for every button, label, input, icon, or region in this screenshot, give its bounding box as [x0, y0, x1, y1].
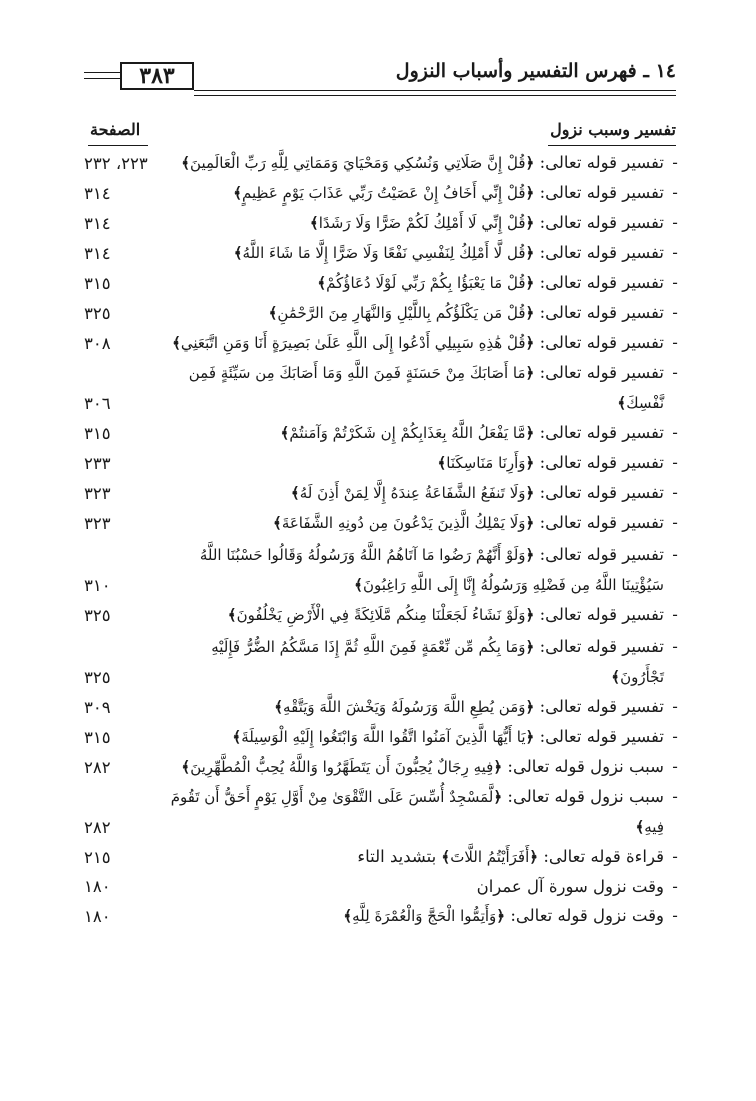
page-column-heading: الصفحة: [90, 120, 141, 139]
entry-prefix: تفسير قوله تعالى:: [539, 697, 664, 716]
entry-text: [343, 906, 664, 925]
entry-text: [189, 363, 664, 412]
entry-dash: -: [672, 363, 678, 382]
quote-close-bracket: ﴾: [611, 668, 621, 686]
quran-quote: [274, 698, 534, 716]
quote-text: قُلْ إِنَّ صَلَاتِي وَنُسُكِي وَمَحْيَايَ وَمَمَاتِي لِلَّهِ رَبِّ الْعَالَمِينَ: [190, 154, 526, 172]
entry-suffix: بتشديد التاء: [357, 847, 437, 866]
index-entry: [84, 692, 684, 722]
quote-text: قُلْ إِنِّي أَخَافُ إِنْ عَصَيْتُ رَبِّي عَذَابَ يَوْمٍ عَظِيمٍ: [242, 184, 526, 202]
quote-open-bracket: ﴿: [525, 514, 535, 532]
entry-prefix: تفسير قوله تعالى:: [539, 423, 664, 442]
entry-dash: -: [672, 453, 678, 472]
index-entry: [84, 722, 684, 752]
quote-open-bracket: ﴿: [525, 546, 535, 564]
entry-prefix: تفسير قوله تعالى:: [539, 333, 664, 352]
header-rule: [84, 78, 120, 79]
quran-quote: [234, 244, 535, 262]
entry-prefix: تفسير قوله تعالى:: [539, 513, 664, 532]
index-entry: [84, 298, 684, 328]
entry-dash: -: [672, 877, 678, 896]
entry-prefix: تفسير قوله تعالى:: [539, 213, 664, 232]
page-heading-underline: [88, 145, 148, 146]
entry-text: [291, 483, 664, 502]
index-entry: [84, 842, 684, 872]
quote-close-bracket: ﴾: [181, 154, 191, 172]
quote-close-bracket: ﴾: [617, 394, 627, 412]
index-entry: [84, 238, 684, 268]
entry-dash: -: [672, 545, 678, 564]
quote-text: أَفَرَأَيْتُمُ اللَّاتَ: [450, 848, 530, 866]
entry-text: [281, 423, 664, 442]
entry-page-ref: ٢٣٣: [84, 454, 111, 473]
quote-text: قُل لَّا أَمْلِكُ لِنَفْسِي نَفْعًا وَلَا ضَرًّا إِلَّا مَا شَاءَ اللَّهُ: [242, 244, 526, 262]
index-entry: [84, 872, 684, 901]
quran-quote: [172, 334, 534, 352]
entry-list: [84, 148, 684, 931]
quote-text: وَلَا يَمْلِكُ الَّذِينَ يَدْعُونَ مِن دُونِهِ الشَّفَاعَةَ: [281, 514, 526, 532]
index-entry: [84, 782, 684, 842]
entry-prefix: تفسير قوله تعالى:: [539, 453, 664, 472]
page-number: ٣٨٣: [120, 62, 194, 90]
quote-close-bracket: ﴾: [437, 454, 447, 472]
entry-page-ref: ٣١٥: [84, 274, 111, 293]
quran-quote: [232, 728, 534, 746]
entry-page-ref: ٢٢٣، ٢٣٢: [84, 154, 148, 173]
quote-open-bracket: ﴿: [525, 154, 535, 172]
entry-dash: -: [672, 273, 678, 292]
index-entry: [84, 418, 684, 448]
entry-page-ref: ٢١٥: [84, 848, 111, 867]
quote-text: وَمَا بِكُم مِّن نِّعْمَةٍ فَمِنَ اللَّهِ ثُمَّ إِذَا مَسَّكُمُ الضُّرُّ فَإِلَيْهِ تَجْأَرُونَ: [211, 638, 664, 686]
index-entry: [84, 448, 684, 478]
entry-text: [200, 545, 664, 594]
entry-page-ref: ٢٨٢: [84, 758, 111, 777]
index-entry: [84, 540, 684, 600]
quote-close-bracket: ﴾: [232, 728, 242, 746]
entry-page-ref: ٣١٤: [84, 214, 111, 233]
quote-close-bracket: ﴾: [290, 484, 300, 502]
entry-page-ref: ١٨٠: [84, 877, 111, 896]
entry-page-ref: ٣١٠: [84, 576, 111, 595]
quran-quote: [281, 424, 535, 442]
entry-text: [181, 153, 664, 172]
entry-dash: -: [672, 605, 678, 624]
quote-text: يَا أَيُّهَا الَّذِينَ آمَنُوا اتَّقُوا اللَّهَ وَابْتَغُوا إِلَيْهِ الْوَسِيلَةَ: [241, 728, 526, 746]
quote-open-bracket: ﴿: [529, 848, 539, 866]
entry-page-ref: ٣٢٣: [84, 514, 111, 533]
quote-open-bracket: ﴿: [525, 274, 535, 292]
entry-dash: -: [672, 183, 678, 202]
entry-prefix: تفسير قوله تعالى:: [539, 183, 664, 202]
quran-quote: [269, 304, 535, 322]
entry-page-ref: ٣٢٥: [84, 668, 111, 687]
topic-heading-underline: [548, 145, 676, 146]
entry-dash: -: [672, 513, 678, 532]
index-entry: [84, 358, 684, 418]
entry-text: [228, 605, 664, 624]
quote-close-bracket: ﴾: [635, 818, 645, 836]
quote-open-bracket: ﴿: [493, 758, 503, 776]
quote-text: مَا أَصَابَكَ مِنْ حَسَنَةٍ فَمِنَ اللَّهِ وَمَا أَصَابَكَ مِن سَيِّئَةٍ فَمِن نَّفْسِكَ: [188, 364, 664, 412]
entry-prefix: تفسير قوله تعالى:: [539, 153, 664, 172]
entry-page-ref: ١٨٠: [84, 907, 111, 926]
entry-text: [317, 273, 664, 292]
index-entry: [84, 268, 684, 298]
quote-text: قُلْ هَٰذِهِ سَبِيلِي أَدْعُوا إِلَى اللَّهِ عَلَىٰ بَصِيرَةٍ أَنَا وَمَنِ اتَّبَعَنِي: [180, 334, 526, 352]
entry-page-ref: ٣٢٥: [84, 304, 111, 323]
quote-close-bracket: ﴾: [317, 274, 327, 292]
entry-prefix: تفسير قوله تعالى:: [539, 545, 664, 564]
entry-dash: -: [672, 153, 678, 172]
quote-close-bracket: ﴾: [441, 848, 451, 866]
quran-quote: [441, 848, 538, 866]
quote-open-bracket: ﴿: [525, 364, 535, 382]
quote-open-bracket: ﴿: [525, 214, 535, 232]
entry-page-ref: ٣٠٦: [84, 394, 111, 413]
entry-text: [274, 697, 664, 716]
quran-quote: [181, 758, 502, 776]
entry-text: [172, 333, 664, 352]
entry-prefix: تفسير قوله تعالى:: [539, 363, 664, 382]
entry-text: [211, 637, 664, 686]
entry-page-ref: ٣١٥: [84, 728, 111, 747]
quote-text: قُلْ مَن يَكْلَؤُكُم بِاللَّيْلِ وَالنَّهَارِ مِنَ الرَّحْمَٰنِ: [277, 304, 526, 322]
header-rule: [194, 95, 676, 96]
entry-dash: -: [672, 483, 678, 502]
entry-text: [310, 213, 664, 232]
entry-text: [269, 303, 664, 322]
entry-text: [233, 183, 664, 202]
entry-dash: -: [672, 757, 678, 776]
quote-text: فِيهِ رِجَالٌ يُحِبُّونَ أَن يَتَطَهَّرُوا وَاللَّهُ يُحِبُّ الْمُطَّهِّرِينَ: [190, 758, 494, 776]
entry-page-ref: ٣٠٨: [84, 334, 111, 353]
entry-prefix: سبب نزول قوله تعالى:: [507, 757, 664, 776]
entry-page-ref: ٣١٥: [84, 424, 111, 443]
quote-open-bracket: ﴿: [525, 334, 535, 352]
index-entry: [84, 148, 684, 178]
index-entry: [84, 208, 684, 238]
quran-quote: [291, 484, 534, 502]
quote-open-bracket: ﴿: [525, 484, 535, 502]
entry-prefix: سبب نزول قوله تعالى:: [507, 787, 664, 806]
quran-quote: [233, 184, 534, 202]
index-entry: [84, 178, 684, 208]
entry-prefix: وقت نزول سورة آل عمران: [476, 877, 664, 896]
quote-open-bracket: ﴿: [525, 304, 535, 322]
quote-text: مَّا يَفْعَلُ اللَّهُ بِعَذَابِكُمْ إِن شَكَرْتُمْ وَآمَنتُمْ: [289, 424, 526, 442]
quote-open-bracket: ﴿: [525, 698, 535, 716]
entry-dash: -: [672, 423, 678, 442]
quote-text: وَلَا تَنفَعُ الشَّفَاعَةُ عِندَهُ إِلَّا لِمَنْ أَذِنَ لَهُ: [299, 484, 526, 502]
quote-close-bracket: ﴾: [354, 576, 363, 594]
entry-prefix: تفسير قوله تعالى:: [539, 637, 664, 656]
quote-open-bracket: ﴿: [525, 184, 535, 202]
entry-text: [234, 243, 664, 262]
entry-dash: -: [672, 637, 678, 656]
quote-close-bracket: ﴾: [181, 758, 191, 776]
entry-page-ref: ٣١٤: [84, 244, 111, 263]
index-entry: [84, 632, 684, 692]
header-title: ١٤ ـ فهرس التفسير وأسباب النزول: [395, 60, 676, 82]
quote-text: قُلْ إِنِّي لَا أَمْلِكُ لَكُمْ ضَرًّا وَلَا رَشَدًا: [318, 214, 526, 232]
entry-dash: -: [672, 787, 678, 806]
entry-dash: -: [672, 847, 678, 866]
quote-text: وَلَوْ نَشَاءُ لَجَعَلْنَا مِنكُم مَّلَائِكَةً فِي الْأَرْضِ يَخْلُفُونَ: [236, 606, 526, 624]
quote-text: لَّمَسْجِدٌ أُسِّسَ عَلَى التَّقْوَىٰ مِنْ أَوَّلِ يَوْمٍ أَحَقُّ أَن تَقُومَ فِيهِ: [170, 788, 664, 836]
entry-prefix: تفسير قوله تعالى:: [539, 243, 664, 262]
quote-close-bracket: ﴾: [268, 304, 278, 322]
quote-open-bracket: ﴿: [525, 244, 535, 262]
quote-text: وَأَرِنَا مَنَاسِكَنَا: [446, 454, 526, 472]
entry-prefix: تفسير قوله تعالى:: [539, 273, 664, 292]
entry-prefix: تفسير قوله تعالى:: [539, 303, 664, 322]
quote-text: قُلْ مَا يَعْبَؤُا بِكُمْ رَبِّي لَوْلَا دُعَاؤُكُمْ: [326, 274, 526, 292]
quran-quote: [343, 907, 505, 925]
quote-close-bracket: ﴾: [172, 334, 181, 352]
entry-text: [181, 757, 664, 776]
entry-text: [232, 727, 664, 746]
entry-dash: -: [672, 906, 678, 925]
quote-open-bracket: ﴿: [525, 638, 535, 656]
entry-page-ref: ٣٢٣: [84, 484, 111, 503]
quote-close-bracket: ﴾: [309, 214, 319, 232]
entry-prefix: تفسير قوله تعالى:: [539, 727, 664, 746]
index-entry: [84, 600, 684, 630]
quote-close-bracket: ﴾: [273, 514, 282, 532]
entry-text: [273, 513, 664, 532]
quote-open-bracket: ﴿: [525, 728, 535, 746]
quote-open-bracket: ﴿: [525, 454, 535, 472]
quran-quote: [181, 154, 534, 172]
quote-text: وَلَوْ أَنَّهُمْ رَضُوا مَا آتَاهُمُ اللَّهُ وَرَسُولُهُ وَقَالُوا حَسْبُنَا اللَّهُ سَيُؤْتِينَا اللَّهُ مِن فَضْلِهِ وَرَسُولُهُ إِنَّا إِلَى اللَّهِ رَاغِبُونَ: [199, 546, 664, 594]
quote-close-bracket: ﴾: [233, 184, 243, 202]
entry-text: [437, 453, 664, 472]
entry-dash: -: [672, 243, 678, 262]
entry-prefix: وقت نزول قوله تعالى:: [510, 906, 664, 925]
entry-dash: -: [672, 303, 678, 322]
index-entry: [84, 901, 684, 931]
quote-open-bracket: ﴿: [493, 788, 503, 806]
quran-quote: [228, 606, 535, 624]
entry-page-ref: ٢٨٢: [84, 818, 111, 837]
entry-prefix: تفسير قوله تعالى:: [539, 605, 664, 624]
entry-dash: -: [672, 333, 678, 352]
quran-quote: [310, 214, 534, 232]
quote-close-bracket: ﴾: [343, 907, 353, 925]
quote-close-bracket: ﴾: [233, 244, 243, 262]
entry-prefix: قراءة قوله تعالى:: [543, 847, 664, 866]
entry-text: [357, 847, 664, 866]
entry-page-ref: ٣٢٥: [84, 606, 111, 625]
quote-close-bracket: ﴾: [274, 698, 284, 716]
quote-close-bracket: ﴾: [280, 424, 290, 442]
quote-text: وَمَن يُطِعِ اللَّهَ وَرَسُولَهُ وَيَخْشَ اللَّهَ وَيَتَّقْهِ: [283, 698, 526, 716]
quran-quote: [317, 274, 534, 292]
entry-dash: -: [672, 213, 678, 232]
entry-prefix: تفسير قوله تعالى:: [539, 483, 664, 502]
quote-open-bracket: ﴿: [496, 907, 506, 925]
index-entry: [84, 508, 684, 538]
running-header: [84, 60, 676, 100]
header-rule: [84, 72, 120, 73]
entry-dash: -: [672, 697, 678, 716]
quran-quote: [437, 454, 534, 472]
entry-text: [477, 877, 664, 896]
index-entry: [84, 328, 684, 358]
entry-text: [171, 787, 664, 836]
quote-text: وَأَتِمُّوا الْحَجَّ وَالْعُمْرَةَ لِلَّهِ: [352, 907, 497, 925]
quote-close-bracket: ﴾: [227, 606, 237, 624]
quote-open-bracket: ﴿: [525, 606, 535, 624]
quote-open-bracket: ﴿: [525, 424, 535, 442]
entry-page-ref: ٣٠٩: [84, 698, 111, 717]
entry-page-ref: ٣١٤: [84, 184, 111, 203]
index-entry: [84, 478, 684, 508]
entry-dash: -: [672, 727, 678, 746]
index-entry: [84, 752, 684, 782]
header-rule: [194, 90, 676, 91]
topic-column-heading: تفسير وسبب نزول: [550, 120, 676, 139]
quran-quote: [273, 514, 534, 532]
